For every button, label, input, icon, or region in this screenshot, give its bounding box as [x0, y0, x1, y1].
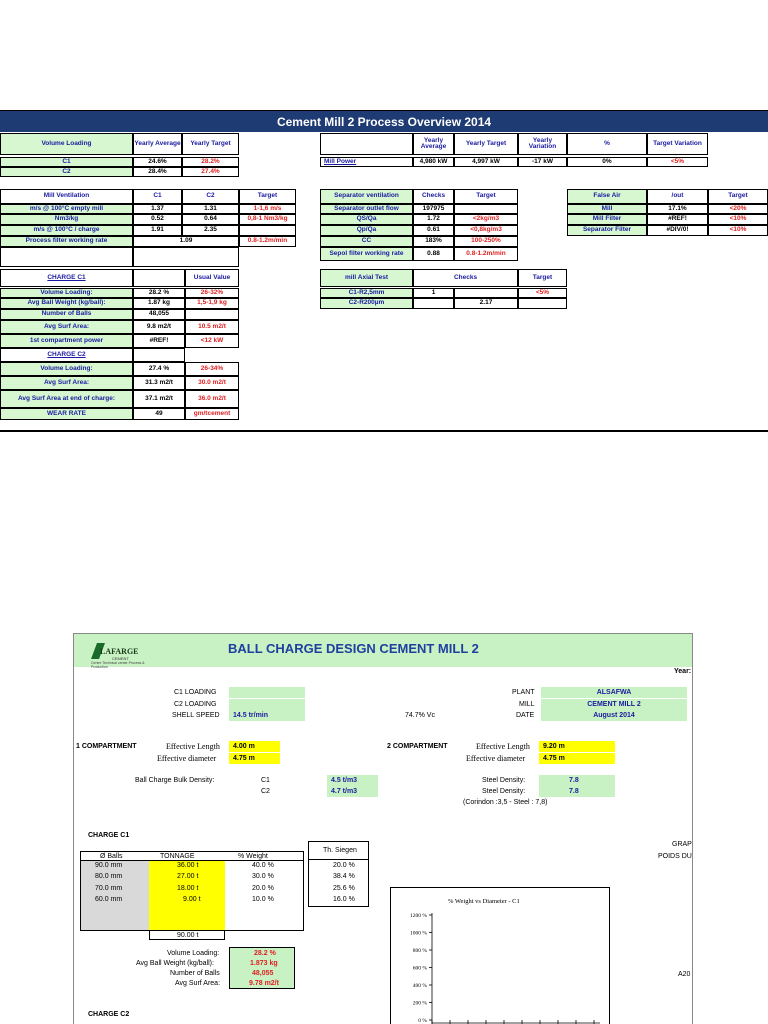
axial-row-label: C2-R200µm [320, 298, 413, 309]
vl-c2-label: C2 [0, 167, 133, 177]
c2-row-label: Avg Surf Area: [0, 376, 133, 390]
ball-weight: 10.0 % [252, 896, 274, 903]
mill-label: MILL [519, 701, 535, 708]
chart-y-tick-label: 1200 % [410, 913, 427, 919]
c1-row-usual: 10.5 m2/t [185, 320, 239, 334]
mv-row-c1: 0.52 [133, 214, 182, 225]
bd-c1-value[interactable]: 4.5 t/m3 [327, 775, 378, 786]
c1-row-val: 1.87 kg [133, 298, 185, 309]
c2-eff-dia-value[interactable]: 4.75 m [539, 753, 615, 764]
fa-row-label: Mill Filter [567, 214, 647, 225]
charge-c2-header: CHARGE C2 [0, 348, 133, 362]
sep-row-checks: 0.61 [413, 225, 454, 236]
siegen-underline [308, 859, 369, 860]
ball-tonnage[interactable]: 18.00 t [177, 885, 199, 892]
axial-row-c1 [413, 298, 454, 309]
sep-target-col: Target [454, 189, 518, 204]
axial-row-target: <5% [518, 288, 567, 298]
res-surf-area-value: 9.78 m2/t [249, 980, 279, 987]
c1-row-val: 48,055 [133, 309, 185, 320]
mv-c1-col: C1 [133, 189, 182, 204]
mill-power-pct: 0% [567, 157, 647, 167]
c1-eff-length-label: Effective Length [166, 742, 220, 751]
c1-eff-length-value[interactable]: 4.00 m [229, 741, 280, 752]
plant-label: PLANT [512, 689, 535, 696]
c1-row-usual [185, 309, 239, 320]
res-ball-weight-label: Avg Ball Weight (kg/ball): [136, 960, 214, 967]
ball-size: 60.0 mm [95, 896, 123, 903]
mill-power-var: -17 kW [518, 157, 567, 167]
res-ball-weight-value: 1.873 kg [250, 960, 278, 967]
logo-caption: Centre Technical center Process & Production [91, 661, 145, 669]
charge-empty-col [133, 348, 185, 362]
fa-inout-col: /out [647, 189, 708, 204]
c2-row-val: 37.1 m2/t [133, 390, 185, 408]
a20-label: A20 [678, 971, 691, 978]
steel-density-value-1[interactable]: 7.8 [539, 775, 615, 786]
sep-row-label: Qp/Qa [320, 225, 413, 236]
c1-row-usual: <12 kW [185, 334, 239, 348]
c1-row-val: 28.2 % [133, 288, 185, 298]
c2-row-usual: 36.0 m2/t [185, 390, 239, 408]
c2-eff-length-value[interactable]: 9.20 m [539, 741, 615, 752]
ball-weight: 40.0 % [252, 862, 274, 869]
mv-target-col: Target [239, 189, 296, 204]
c2-row-val: 31.3 m2/t [133, 376, 185, 390]
mill-power-label: Mill Power [320, 157, 413, 167]
date-value[interactable]: August 2014 [541, 710, 687, 721]
compartment-2-label: 2 COMPARTMENT [387, 743, 448, 750]
grap-label: GRAP [672, 841, 692, 848]
ball-tonnage[interactable]: 27.00 t [177, 873, 199, 880]
axial-row-label: C1-R2,5mm [320, 288, 413, 298]
plant-value[interactable]: ALSAFWA [541, 687, 687, 698]
charge-c2-title: CHARGE C2 [88, 1011, 130, 1018]
c2-row-usual: 26-34% [185, 362, 239, 376]
design-title: BALL CHARGE DESIGN CEMENT MILL 2 [228, 641, 479, 656]
mill-ventilation-header: Mill Ventilation [0, 189, 133, 204]
c2-row-usual: 30.0 m2/t [185, 376, 239, 390]
bd-c1-label: C1 [261, 777, 270, 784]
mp-avg-col: Yearly Average [413, 133, 454, 155]
c1-eff-dia-label: Effective diameter [157, 754, 217, 763]
c2-row-val: 27.4 % [133, 362, 185, 376]
vl-c2-target: 27.4% [182, 167, 239, 177]
ball-tonnage[interactable]: 9.00 t [183, 896, 201, 903]
c1-row-label: Number of Balls [0, 309, 133, 320]
mv-row-c1: 1.91 [133, 225, 182, 236]
fa-row-val: #REF! [647, 214, 708, 225]
sep-row-checks: 0.88 [413, 247, 454, 261]
sep-row-label: Sepol filter working rate [320, 247, 413, 261]
mv-row-label: Nm3/kg [0, 214, 133, 225]
vl-c1-target: 28.2% [182, 157, 239, 167]
mill-value[interactable]: CEMENT MILL 2 [541, 699, 687, 710]
sep-row-target: 0.8-1.2m/min [454, 247, 518, 261]
c1-row-label: Avg Ball Weight (kg/ball): [0, 298, 133, 309]
steel-note: (Corindon :3,5 - Steel : 7,8) [463, 799, 548, 806]
mill-power-target: 4,997 kW [454, 157, 518, 167]
charge-c1-header: CHARGE C1 [0, 269, 133, 287]
c1-row-usual: 1,5-1,9 kg [185, 298, 239, 309]
date-label: DATE [516, 712, 535, 719]
vl-c1-avg: 24.6% [133, 157, 182, 167]
c1-row-val: 9.8 m2/t [133, 320, 185, 334]
logo-name: LAFARGE [100, 647, 139, 656]
poids-label: POIDS DU [658, 853, 692, 860]
yearly-target-col: Yearly Target [182, 133, 239, 155]
mv-row-c1: 1.37 [133, 204, 182, 214]
mv-c2-col: C2 [182, 189, 239, 204]
c2-eff-dia-label: Effective diameter [466, 754, 526, 763]
mp-empty-header [320, 133, 413, 155]
sep-row-label: CC [320, 236, 413, 247]
mill-power-avg: 4,980 kW [413, 157, 454, 167]
sep-row-target: <0,8kg/m3 [454, 225, 518, 236]
axial-checks-col: Checks [413, 269, 518, 287]
bulk-density-label: Ball Charge Bulk Density: [135, 777, 215, 784]
c1-eff-dia-value[interactable]: 4.75 m [229, 753, 280, 764]
sep-row-target: <2kg/m3 [454, 214, 518, 225]
fa-target-col: Target [708, 189, 768, 204]
charge-empty-col [133, 269, 185, 287]
logo-sub: CEMENT [112, 656, 129, 661]
mv-row-target: 1-1,6 m/s [239, 204, 296, 214]
chart-y-tick-label: 0 % [418, 1018, 427, 1024]
tonnage-total: 90.00 t [177, 932, 199, 939]
chart-y-tick-label: 800 % [412, 948, 427, 954]
c1-row-label: 1st compartment power [0, 334, 133, 348]
shell-speed-value[interactable]: 14.5 tr/min [229, 710, 305, 721]
mv-row-target: 0,8-1 Nm3/kg [239, 214, 296, 225]
total-box [149, 930, 225, 940]
res-number-balls-label: Number of Balls [170, 970, 220, 977]
sep-row-checks: 1.72 [413, 214, 454, 225]
mp-tv-col: Target Variation [647, 133, 708, 155]
fa-row-target: <10% [708, 225, 768, 236]
sep-row-checks: 183% [413, 236, 454, 247]
compartment-1-label: 1 COMPARTMENT [76, 743, 137, 750]
bd-c2-label: C2 [261, 788, 270, 795]
c1-loading-label: C1 LOADING [174, 689, 217, 696]
weight-chart-title: % Weight vs Diameter - C1 [448, 898, 520, 905]
col-weight: % Weight [238, 853, 268, 860]
vl-c2-avg: 28.4% [133, 167, 182, 177]
steel-density-label-2: Steel Density: [482, 788, 526, 795]
c1-loading-value[interactable] [229, 687, 305, 698]
volume-loading-header: Volume Loading [0, 133, 133, 155]
year-label: Year: [674, 668, 692, 675]
chart-y-tick-label: 200 % [412, 1000, 427, 1007]
axial-row-target [518, 298, 567, 309]
mv-row-label: Process filter working rate [0, 236, 133, 247]
chart-y-tick-label: 600 % [412, 965, 427, 972]
mv-empty-row [133, 247, 239, 267]
chart-y-tick-label: 400 % [412, 983, 427, 989]
sep-row-target [454, 204, 518, 214]
lafarge-logo [88, 641, 150, 675]
res-volume-loading-value: 28.2 % [254, 950, 276, 957]
col-tonnage: TONNAGE [160, 853, 195, 860]
fa-row-target: <10% [708, 214, 768, 225]
fa-row-label: Separator Filter [567, 225, 647, 236]
mp-pct-col: % [567, 133, 647, 155]
sep-checks-col: Checks [413, 189, 454, 204]
c2-row-label: Avg Surf Area at end of charge: [0, 390, 133, 408]
mv-row-c2: 2.35 [182, 225, 239, 236]
res-surf-area-label: Avg Surf Area: [175, 980, 221, 987]
c1-row-label: Volume Loading: [0, 288, 133, 298]
c2-row-label: Volume Loading: [0, 362, 133, 376]
bd-c2-value[interactable]: 4.7 t/m3 [327, 786, 378, 797]
c1-row-val: #REF! [133, 334, 185, 348]
axial-row-c2: 2.17 [454, 298, 518, 309]
mv-row-target: 0.8-1.2m/min [239, 236, 296, 247]
mv-row-c2: 1.31 [182, 204, 239, 214]
steel-density-value-2[interactable]: 7.8 [539, 786, 615, 797]
overview-title: Cement Mill 2 Process Overview 2014 [0, 111, 768, 132]
steel-density-label-1: Steel Density: [482, 777, 526, 784]
mv-row-c2: 0.64 [182, 214, 239, 225]
charge-c1-title: CHARGE C1 [88, 832, 130, 839]
mv-empty-row [0, 247, 133, 267]
ball-tonnage[interactable]: 36.00 t [177, 862, 199, 869]
siegen-value: 25.6 % [333, 885, 355, 892]
fa-row-label: Mill [567, 204, 647, 214]
res-volume-loading-label: Volume Loading: [167, 950, 220, 957]
fa-row-target: <20% [708, 204, 768, 214]
axial-row-c1: 1 [413, 288, 454, 298]
vl-c1-label: C1 [0, 157, 133, 167]
weight-chart [390, 887, 610, 1024]
c1-row-usual: 26-32% [185, 288, 239, 298]
siegen-value: 20.0 % [333, 862, 355, 869]
mp-target-col: Yearly Target [454, 133, 518, 155]
ball-weight: 20.0 % [252, 885, 274, 892]
col-balls: Ø Balls [100, 853, 123, 860]
fa-row-val: 17.1% [647, 204, 708, 214]
false-air-header: False Air [567, 189, 647, 204]
axial-target-col: Target [518, 269, 567, 287]
c2-row-usual: gm/tcement [185, 408, 239, 420]
mv-row-label: m/s @ 100°C / charge [0, 225, 133, 236]
c2-eff-length-label: Effective Length [476, 742, 530, 751]
c2-loading-value[interactable] [229, 699, 305, 710]
mv-row-c1: 1.09 [133, 236, 239, 247]
siegen-value: 38.4 % [333, 873, 355, 880]
c2-loading-label: C2 LOADING [174, 701, 217, 708]
sep-row-checks: 197975 [413, 204, 454, 214]
ball-weight: 30.0 % [252, 873, 274, 880]
yearly-average-col: Yearly Average [133, 133, 182, 155]
res-number-balls-value: 48,055 [252, 970, 274, 977]
mp-var-col: Yearly Variation [518, 133, 567, 155]
ball-size: 80.0 mm [95, 873, 123, 880]
siegen-header: Th. Siegen [323, 847, 357, 854]
sep-row-target: 100-250% [454, 236, 518, 247]
vc-value: 74.7% Vc [405, 712, 435, 719]
sep-row-label: Separator outlet flow [320, 204, 413, 214]
c2-row-val: 49 [133, 408, 185, 420]
axial-row-c2 [454, 288, 518, 298]
sep-row-label: QS/Qa [320, 214, 413, 225]
axial-header: mill Axial Test [320, 269, 413, 287]
mill-power-tv: <5% [647, 157, 708, 167]
c1-row-label: Avg Surf Area: [0, 320, 133, 334]
shell-speed-label: SHELL SPEED [172, 712, 220, 719]
mv-row-target [239, 225, 296, 236]
mv-row-label: m/s @ 100°C empty mill [0, 204, 133, 214]
siegen-value: 16.0 % [333, 896, 355, 903]
ball-size: 90.0 mm [95, 862, 123, 869]
fa-row-val: #DIV/0! [647, 225, 708, 236]
separator-header: Separator ventilation [320, 189, 413, 204]
usual-value-col: Usual Value [185, 269, 239, 287]
c2-row-label: WEAR RATE [0, 408, 133, 420]
chart-y-tick-label: 1000 % [410, 930, 427, 937]
ball-size: 70.0 mm [95, 885, 123, 892]
